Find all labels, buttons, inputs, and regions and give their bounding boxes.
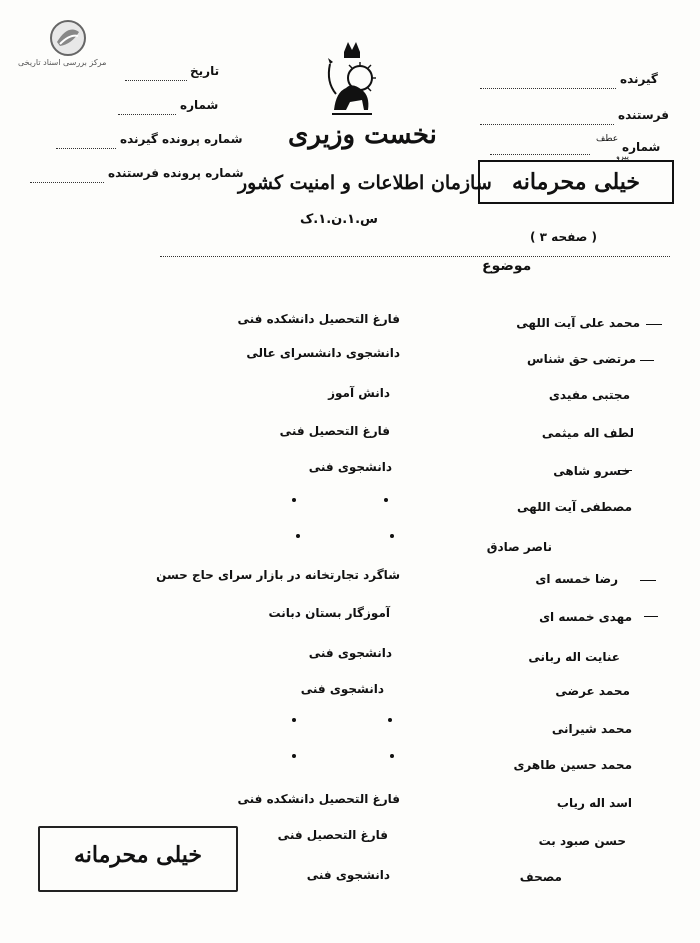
- list-item-name: مجتبی مفیدی: [548, 388, 630, 402]
- list-item-name: ناصر صادق: [486, 540, 552, 554]
- recipient-label: گیرنده: [620, 72, 658, 86]
- list-item-name: عنایت اله ربانی: [528, 650, 620, 664]
- list-item-desc: دانشجوی دانشسرای عالی: [246, 346, 400, 360]
- list-item-name: خسرو شاهی: [553, 464, 630, 478]
- margin-dash: [644, 616, 658, 617]
- list-item-name: محمد عرضی: [555, 684, 630, 698]
- list-item-desc: دانش آموز: [328, 386, 390, 400]
- ditto-mark: [384, 498, 388, 502]
- subject-divider: [160, 256, 670, 257]
- list-item-name: مصطفی آیت اللهی: [517, 500, 632, 514]
- bottom-classification-stamp: [38, 826, 238, 892]
- list-item-name: مهدی خمسه ای: [539, 610, 632, 624]
- ditto-mark: [292, 754, 296, 758]
- margin-dash: [640, 580, 656, 581]
- sender-label: فرستنده: [618, 108, 669, 122]
- organization-name: سازمان اطلاعات و امنیت کشور: [238, 172, 492, 194]
- ditto-mark: [292, 498, 296, 502]
- office-title: نخست وزیری: [288, 120, 437, 150]
- reference-code: س.۱.ن.۱.ک: [300, 212, 378, 227]
- watermark-text: مرکز بررسی اسناد تاریخی: [18, 58, 107, 67]
- margin-dash: [646, 324, 662, 325]
- number-label-left: شماره: [180, 98, 219, 112]
- classification-stamp: خیلی محرمانه: [478, 160, 674, 204]
- list-item-name: لطف اله میثمی: [541, 426, 634, 440]
- watermark-logo-icon: [48, 18, 88, 58]
- bottom-stamp-text: خیلی محرمانه: [73, 842, 203, 868]
- list-item-desc: دانشجوی فنی: [308, 646, 392, 660]
- list-item-name: محمد شیرانی: [551, 722, 632, 736]
- reference-note: عطف: [596, 134, 619, 144]
- lion-and-sun-emblem-icon: [322, 38, 382, 122]
- list-item-desc: فارغ التحصیل فنی: [277, 828, 388, 842]
- ditto-mark: [292, 718, 296, 722]
- ditto-mark: [388, 718, 392, 722]
- date-label: تاریخ: [190, 64, 220, 78]
- list-item-desc: آموزگار بستان دبانت: [268, 606, 390, 620]
- margin-dash: [618, 470, 632, 471]
- list-item-name: حسن صبود بت: [538, 834, 626, 848]
- list-item-desc: دانشجوی فنی: [306, 868, 390, 882]
- list-item-desc: فارغ التحصیل دانشکده فنی: [237, 792, 400, 806]
- list-item-desc: دانشجوی فنی: [308, 460, 392, 474]
- margin-dash: [640, 360, 654, 361]
- list-item-name: مصحف: [519, 870, 562, 884]
- list-item-desc: شاگرد تجارتخانه در بازار سرای حاج حسن: [156, 568, 400, 582]
- follow-up-note: پیرو: [616, 152, 629, 161]
- ditto-mark: [390, 534, 394, 538]
- list-item-name: اسد اله ریاب: [556, 796, 632, 810]
- ditto-mark: [296, 534, 300, 538]
- list-item-name: محمد حسین طاهری: [513, 758, 632, 772]
- list-item-name: مرتضی حق شناس: [527, 352, 636, 366]
- list-item-desc: فارغ التحصیل فنی: [279, 424, 390, 438]
- sender-file-label: شماره پرونده فرستنده: [108, 166, 244, 180]
- ditto-mark: [390, 754, 394, 758]
- list-item-desc: دانشجوی فنی: [300, 682, 384, 696]
- list-item-desc: فارغ التحصیل دانشکده فنی: [237, 312, 400, 326]
- page-number-note: ( صفحه ۳ ): [530, 230, 597, 244]
- subject-label: موضوع: [482, 258, 532, 274]
- list-item-name: رضا خمسه ای: [535, 572, 618, 586]
- receiver-file-label: شماره پرونده گیرنده: [120, 132, 243, 146]
- list-item-name: محمد علی آیت اللهی: [516, 316, 640, 330]
- number-label-right: شماره: [622, 140, 661, 154]
